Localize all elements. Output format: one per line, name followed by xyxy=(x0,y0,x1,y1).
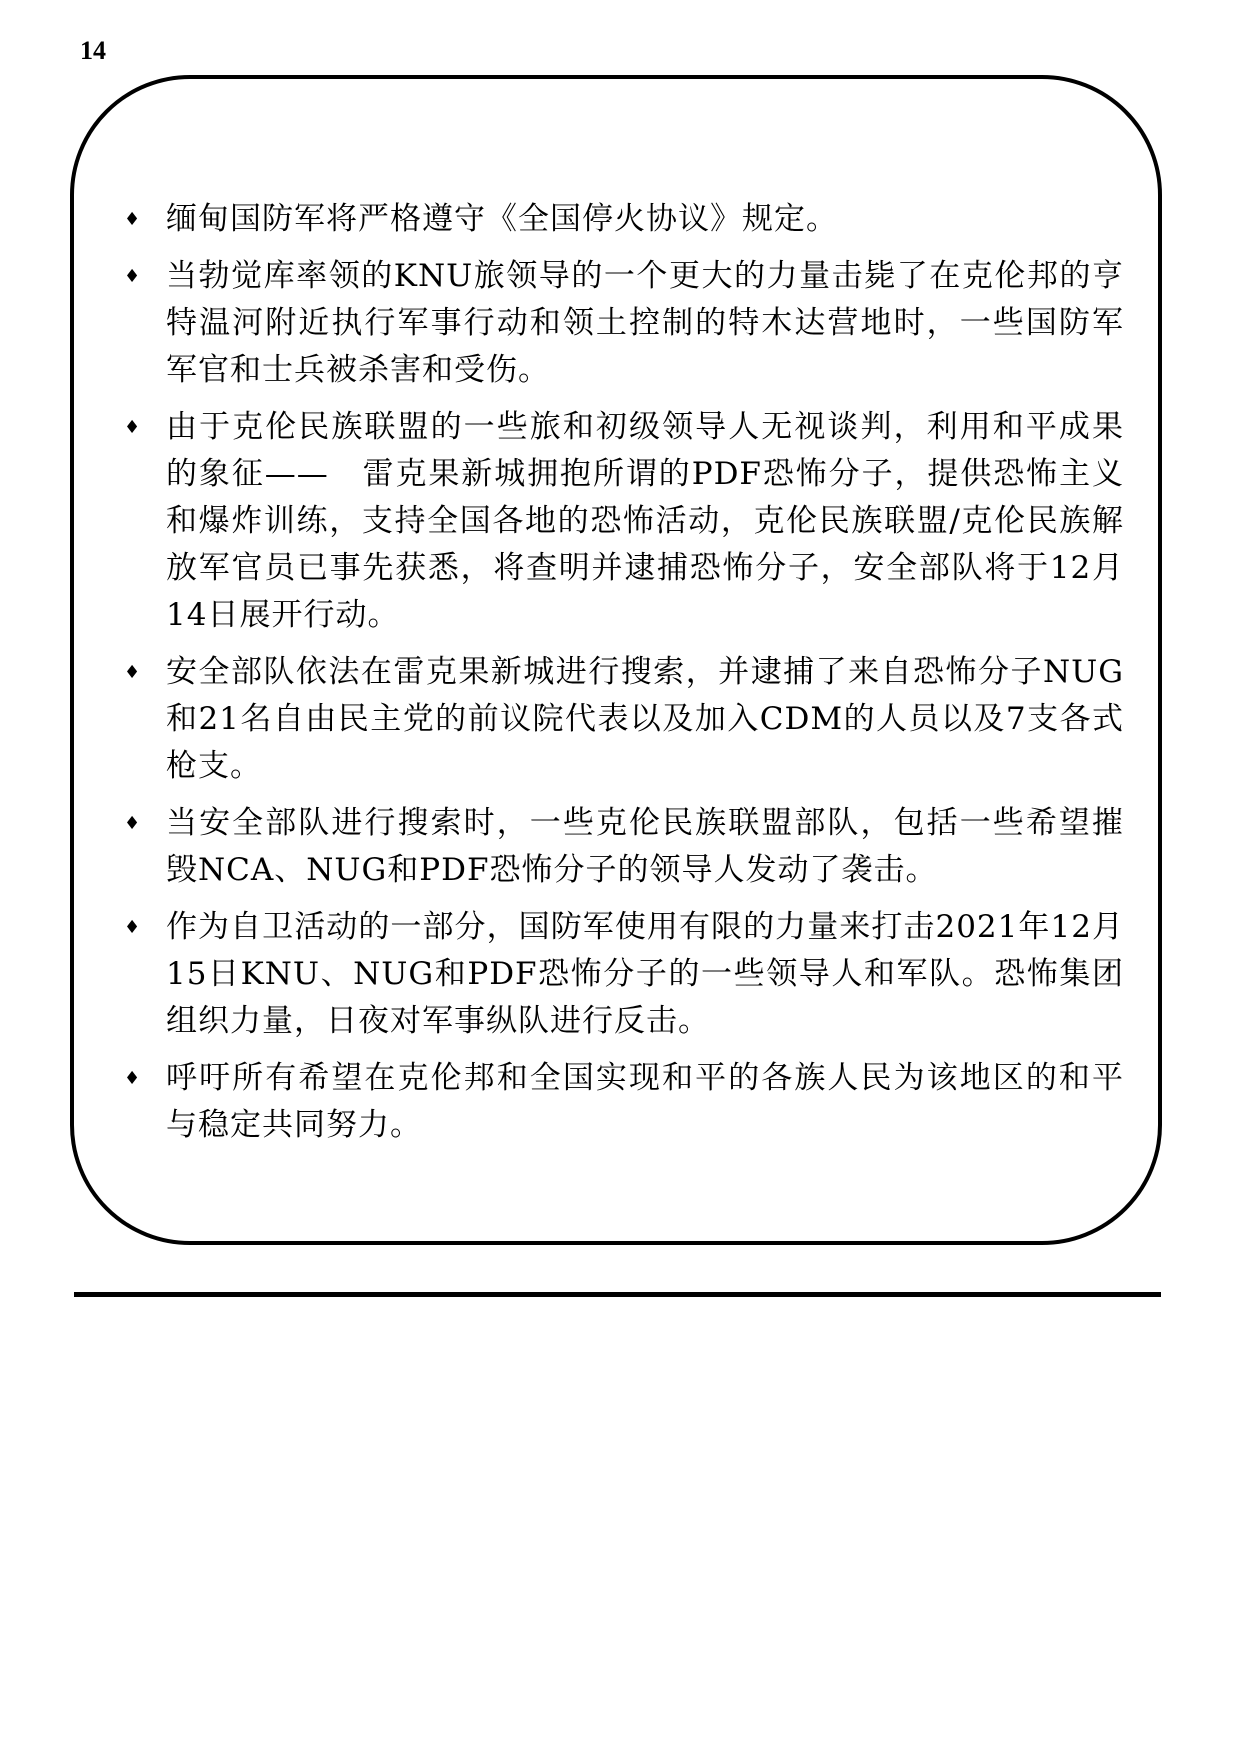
bullet-list xyxy=(124,196,1124,1159)
bullet-text: 由于克伦民族联盟的一些旅和初级领导人无视谈判，利用和平成果的象征—— 雷克果新城拥抱所谓的PDF恐怖分子，提供恐怖主义和爆炸训练，支持全国各地的恐怖活动，克伦民族联盟/克伦民族解放军官员已事先获悉，将查明并逮捕恐怖分子，安全部队将于12月14日展开行动。 xyxy=(166,409,1124,633)
list-item xyxy=(124,196,1124,243)
list-item xyxy=(124,904,1124,1045)
bullet-text: 当勃觉库率领的KNU旅领导的一个更大的力量击毙了在克伦邦的亨特温河附近执行军事行动和领土控制的特木达营地时，一些国防军军官和士兵被杀害和受伤。 xyxy=(166,258,1124,388)
bullet-text: 当安全部队进行搜索时，一些克伦民族联盟部队，包括一些希望摧毁NCA、NUG和PDF恐怖分子的领导人发动了袭击。 xyxy=(166,805,1124,888)
notice-box xyxy=(70,75,1162,1245)
list-item xyxy=(124,253,1124,394)
diamond-bullet-icon: ♦ xyxy=(124,1068,141,1089)
page-number: 14 xyxy=(80,36,106,65)
list-item xyxy=(124,649,1124,790)
list-item xyxy=(124,1055,1124,1149)
bullet-text: 缅甸国防军将严格遵守《全国停火协议》规定。 xyxy=(166,201,838,237)
diamond-bullet-icon: ♦ xyxy=(124,417,141,438)
diamond-bullet-icon: ♦ xyxy=(124,662,141,683)
list-item xyxy=(124,404,1124,639)
diamond-bullet-icon: ♦ xyxy=(124,917,141,938)
diamond-bullet-icon: ♦ xyxy=(124,813,141,834)
bullet-text: 呼吁所有希望在克伦邦和全国实现和平的各族人民为该地区的和平与稳定共同努力。 xyxy=(166,1060,1124,1143)
diamond-bullet-icon: ♦ xyxy=(124,209,141,230)
bullet-text: 安全部队依法在雷克果新城进行搜索，并逮捕了来自恐怖分子NUG和21名自由民主党的前议院代表以及加入CDM的人员以及7支各式枪支。 xyxy=(166,654,1124,784)
bullet-text: 作为自卫活动的一部分，国防军使用有限的力量来打击2021年12月15日KNU、NUG和PDF恐怖分子的一些领导人和军队。恐怖集团组织力量，日夜对军事纵队进行反击。 xyxy=(166,909,1124,1039)
diamond-bullet-icon: ♦ xyxy=(124,266,141,287)
bottom-divider xyxy=(74,1292,1161,1297)
list-item xyxy=(124,800,1124,894)
